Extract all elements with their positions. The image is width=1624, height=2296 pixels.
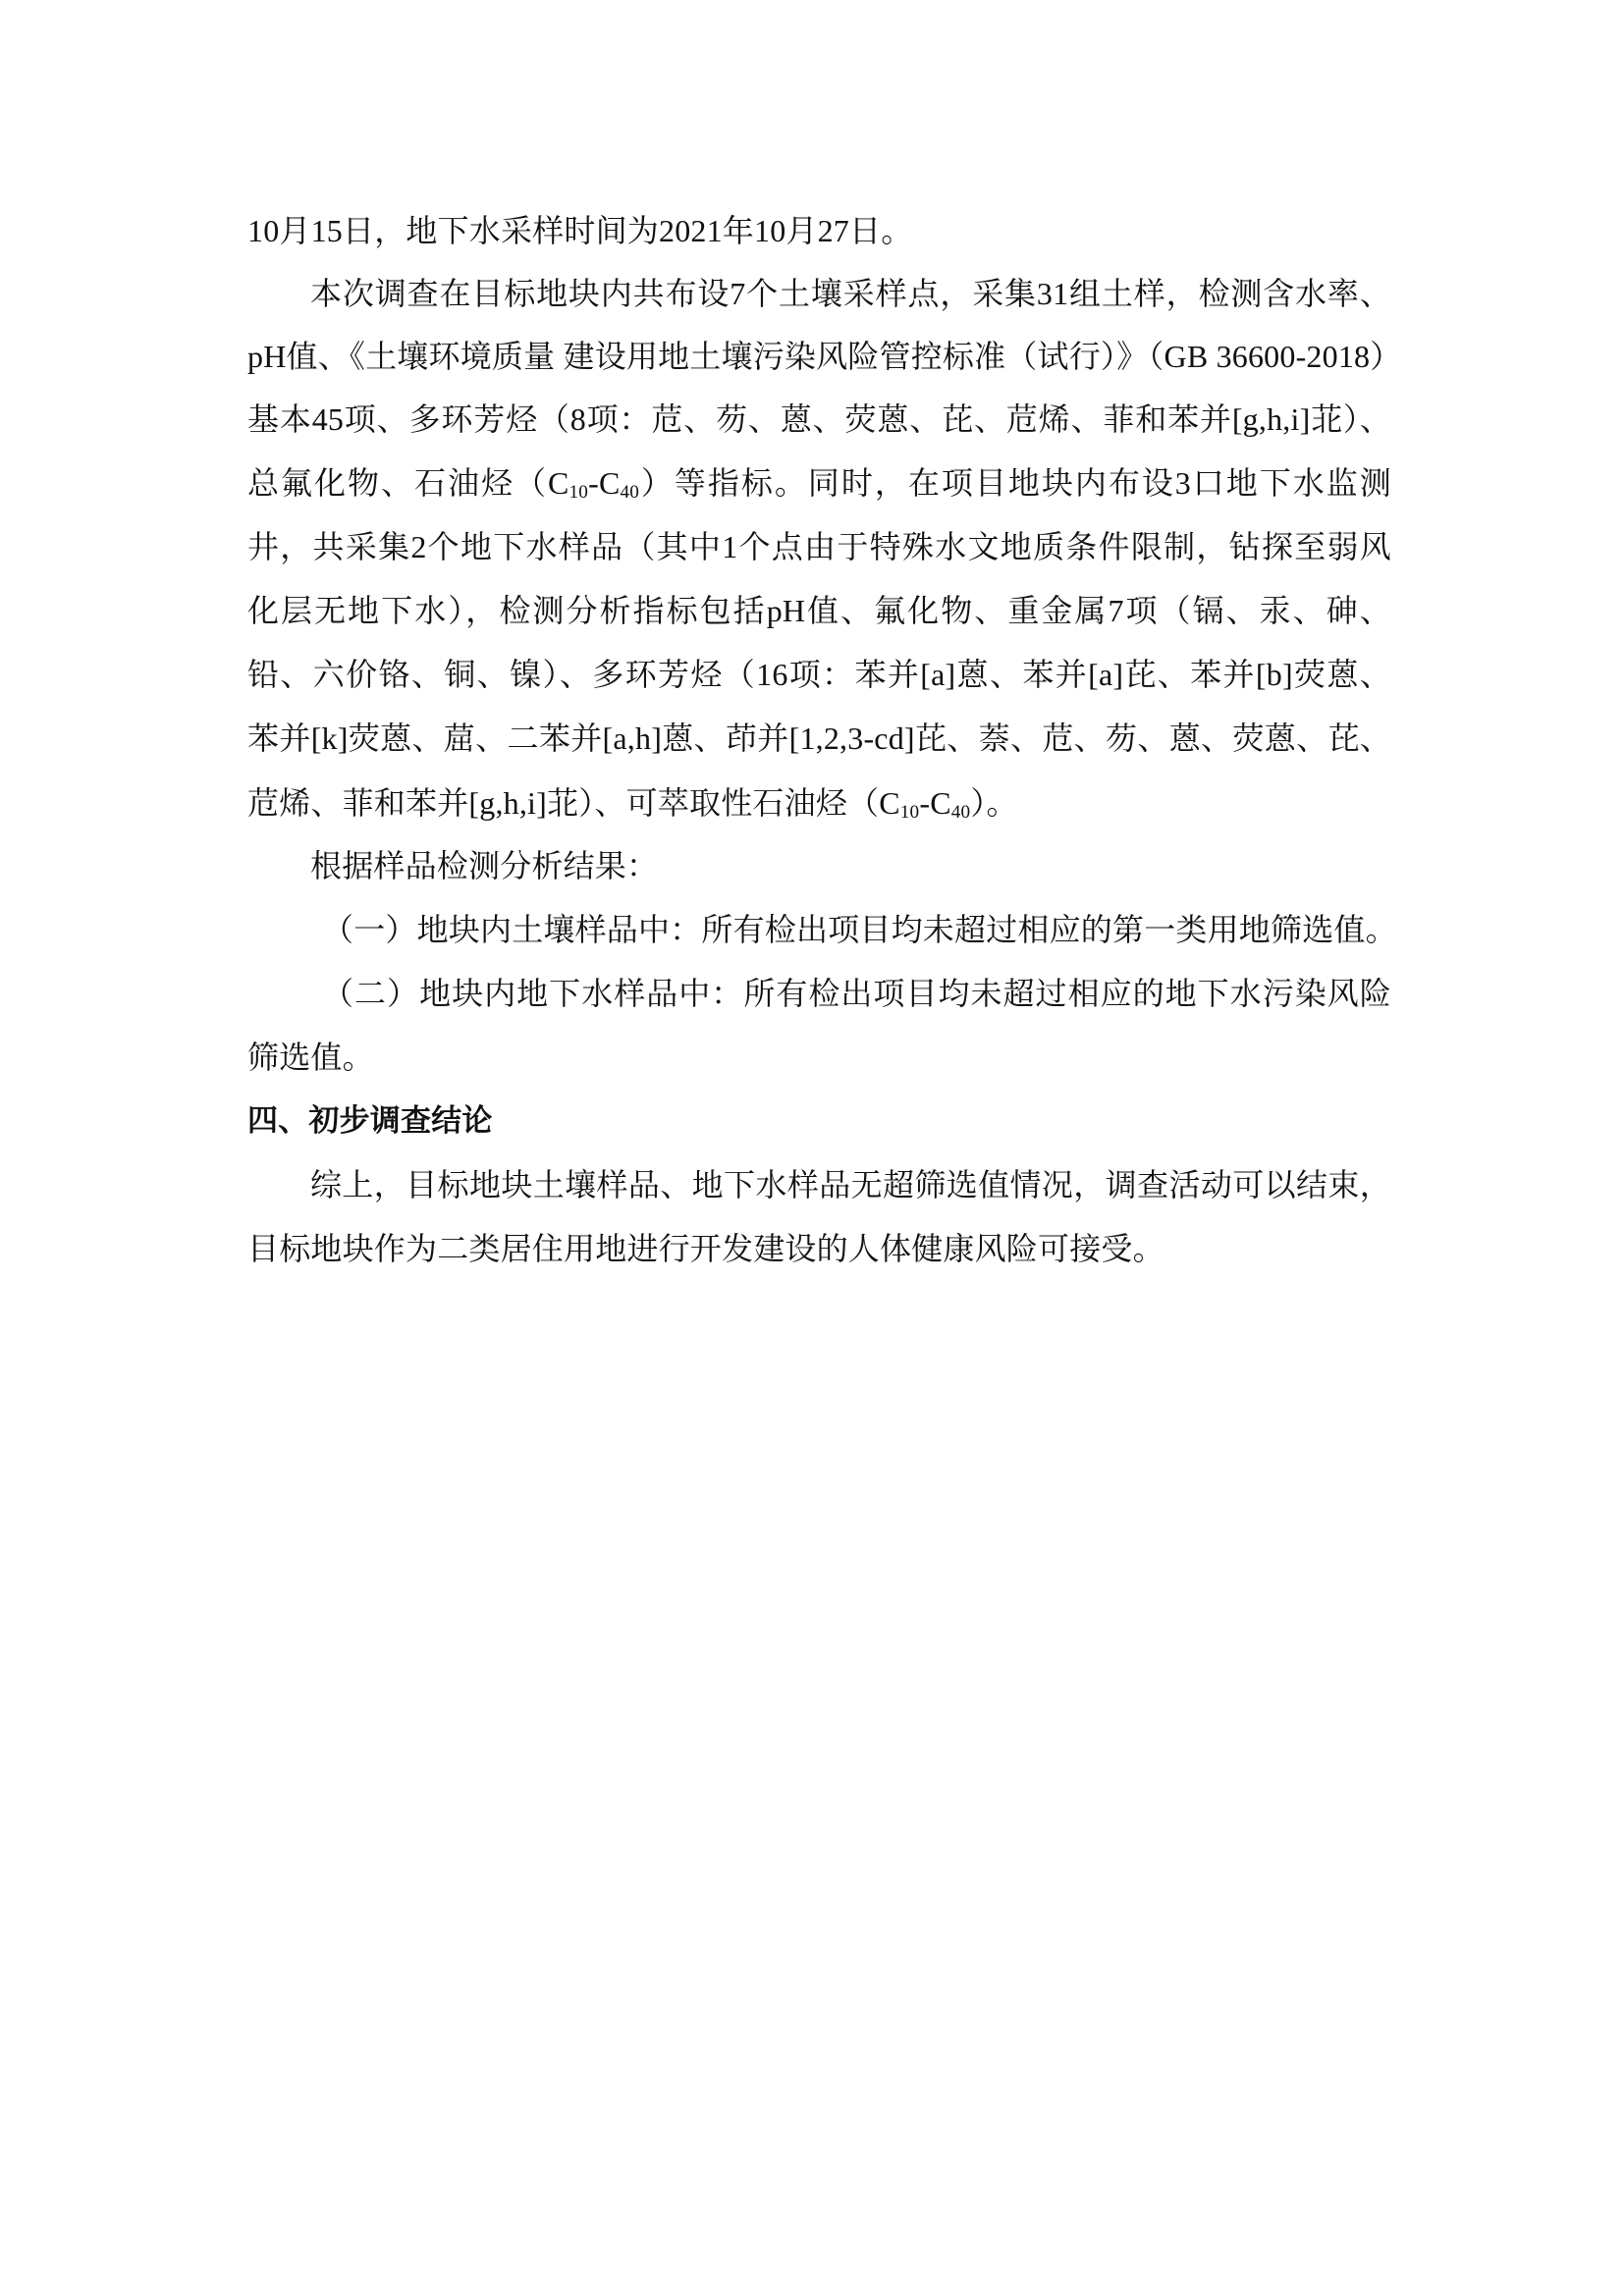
results-intro: 根据样品检测分析结果： [310,848,659,883]
result-item-groundwater: （二）地块内地下水样品中：所有检出项目均未超过相应的地下水污染风险 [322,976,1391,1011]
paragraph-survey-line [247,461,1391,505]
text-segment: ）等指标。同时，在项目地块内布设3口地下水监测 [639,465,1391,501]
conclusion-line: 综上，目标地块土壤样品、地下水样品无超筛选值情况，调查活动可以结束， [310,1167,1391,1202]
text-segment: -C [919,785,951,821]
subscript: 40 [950,802,971,823]
subscript: 40 [620,482,640,503]
paragraph-survey-line: 苯并[k]荧蒽、䓛、二苯并[a,h]蒽、茚并[1,2,3-cd]芘、萘、苊、芴、蒽、荧蒽、芘、 [247,721,1391,756]
paragraph-survey-line: 化层无地下水），检测分析指标包括pH值、氟化物、重金属7项（镉、汞、砷、 [247,593,1391,628]
result-item-soil: （一）地块内土壤样品中：所有检出项目均未超过相应的第一类用地筛选值。 [322,912,1397,947]
subscript: 10 [899,802,920,823]
text-segment: ）。 [970,785,1018,821]
result-item-groundwater-cont: 筛选值。 [247,1040,374,1075]
paragraph-survey-line: 基本45项、多环芳烃（8项：苊、芴、蒽、荧蒽、芘、苊烯、菲和苯并[g,h,i]苝）、 [247,401,1391,437]
subscript: 10 [568,482,589,503]
paragraph-survey-line [247,781,1018,825]
paragraph-survey-line: pH值、《土壤环境质量 建设用地土壤污染风险管控标准（试行）》（GB 36600-2018） [247,339,1402,374]
text-line-sampling-date: 10月15日，地下水采样时间为2021年10月27日。 [247,213,913,248]
text-segment: -C [588,465,621,501]
text-segment: 总氟化物、石油烃（C [247,465,569,501]
paragraph-survey-line: 本次调查在目标地块内共布设7个土壤采样点，采集31组土样，检测含水率、 [310,276,1391,311]
paragraph-survey-line: 井，共采集2个地下水样品（其中1个点由于特殊水文地质条件限制，钻探至弱风 [247,529,1391,564]
text-segment: 苊烯、菲和苯并[g,h,i]苝）、可萃取性石油烃（C [247,785,900,821]
paragraph-survey-line: 铅、六价铬、铜、镍）、多环芳烃（16项：苯并[a]蒽、苯并[a]芘、苯并[b]荧蒽、 [247,657,1391,692]
section-heading-conclusion: 四、初步调查结论 [247,1103,493,1139]
conclusion-line: 目标地块作为二类居住用地进行开发建设的人体健康风险可接受。 [247,1231,1164,1266]
